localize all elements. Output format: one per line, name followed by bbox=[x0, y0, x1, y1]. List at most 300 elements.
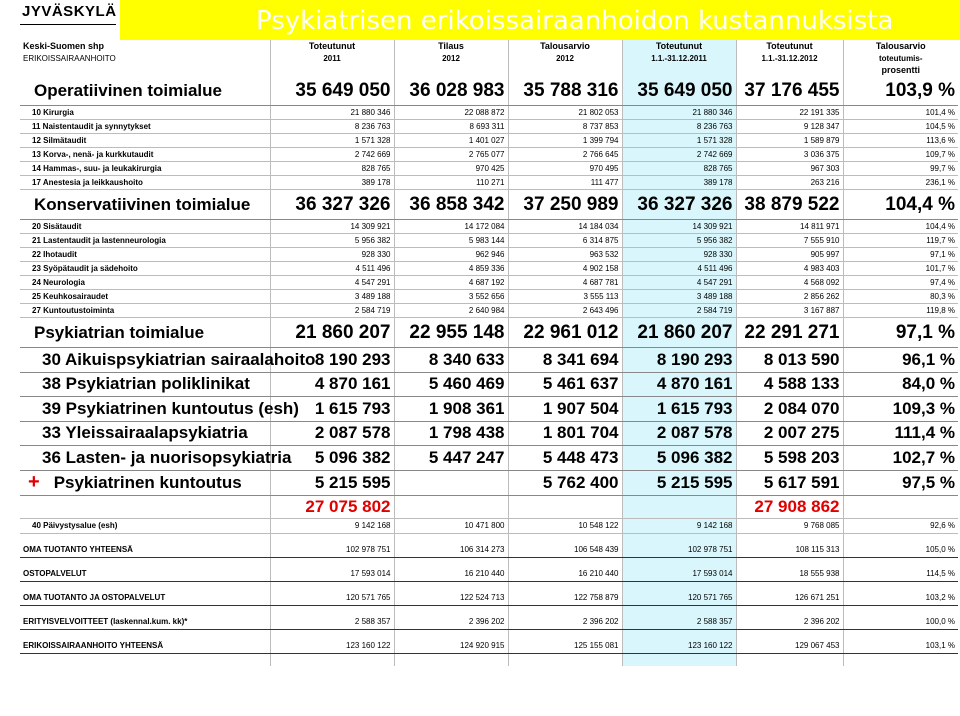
header-cell: 2012 bbox=[394, 52, 508, 64]
total-row bbox=[20, 639, 958, 654]
header-cell: Tilaus bbox=[394, 40, 508, 52]
value-cell: 104,4 % bbox=[843, 220, 958, 234]
value-cell: 2 007 275 bbox=[736, 421, 843, 446]
value-cell: 1 908 361 bbox=[394, 397, 508, 422]
row-label: ERITYISVELVOITTEET (laskennal.kum. kk)* bbox=[20, 615, 270, 630]
value-cell: 114,5 % bbox=[843, 567, 958, 582]
value-cell bbox=[508, 653, 622, 666]
value-cell: 4 511 496 bbox=[622, 262, 736, 276]
value-cell: 36 858 342 bbox=[394, 190, 508, 220]
value-cell: 1 589 879 bbox=[736, 134, 843, 148]
value-cell: 5 215 595 bbox=[622, 470, 736, 495]
value-cell bbox=[622, 605, 736, 615]
value-cell: 103,1 % bbox=[843, 639, 958, 654]
value-cell: 5 215 595 bbox=[270, 470, 394, 495]
value-cell: 2 742 669 bbox=[270, 148, 394, 162]
value-cell bbox=[508, 495, 622, 518]
value-cell: 119,8 % bbox=[843, 304, 958, 318]
value-cell: 828 765 bbox=[270, 162, 394, 176]
row-label bbox=[20, 470, 270, 495]
value-cell: 5 983 144 bbox=[394, 234, 508, 248]
value-cell: 4 983 403 bbox=[736, 262, 843, 276]
value-cell: 97,4 % bbox=[843, 276, 958, 290]
value-cell: 129 067 453 bbox=[736, 639, 843, 654]
value-cell: 9 128 347 bbox=[736, 120, 843, 134]
value-cell: 22 961 012 bbox=[508, 318, 622, 348]
value-cell: 99,7 % bbox=[843, 162, 958, 176]
plus-label: Psykiatrinen kuntoutus bbox=[53, 473, 242, 492]
value-cell bbox=[394, 653, 508, 666]
header-row bbox=[20, 52, 958, 64]
value-cell: 102,7 % bbox=[843, 446, 958, 471]
psychiatry-unit-row bbox=[20, 372, 958, 397]
row-label bbox=[20, 533, 270, 543]
value-cell: 16 210 440 bbox=[394, 567, 508, 582]
value-cell: 2 396 202 bbox=[736, 615, 843, 630]
department-row bbox=[20, 276, 958, 290]
value-cell: 5 447 247 bbox=[394, 446, 508, 471]
value-cell: 18 555 938 bbox=[736, 567, 843, 582]
value-cell: 104,4 % bbox=[843, 190, 958, 220]
value-cell bbox=[394, 581, 508, 591]
value-cell: 4 870 161 bbox=[270, 372, 394, 397]
value-cell: 21 880 346 bbox=[622, 106, 736, 120]
value-cell: 97,5 % bbox=[843, 470, 958, 495]
value-cell: 5 956 382 bbox=[622, 234, 736, 248]
row-label: 33 Yleissairaalapsykiatria bbox=[20, 421, 270, 446]
row-label: OSTOPALVELUT bbox=[20, 567, 270, 582]
value-cell: 6 314 875 bbox=[508, 234, 622, 248]
spacer-row bbox=[20, 557, 958, 567]
value-cell: 8 693 311 bbox=[394, 120, 508, 134]
value-cell: 123 160 122 bbox=[270, 639, 394, 654]
value-cell bbox=[394, 470, 508, 495]
value-cell bbox=[508, 581, 622, 591]
value-cell: 14 172 084 bbox=[394, 220, 508, 234]
department-row bbox=[20, 106, 958, 120]
value-cell: 8 236 763 bbox=[622, 120, 736, 134]
row-label: 17 Anestesia ja leikkaushoito bbox=[20, 176, 270, 190]
header-cell: 1.1.-31.12.2011 bbox=[622, 52, 736, 64]
value-cell: 14 811 971 bbox=[736, 220, 843, 234]
value-cell: 102 978 751 bbox=[270, 543, 394, 558]
title-banner bbox=[120, 0, 960, 40]
value-cell bbox=[394, 557, 508, 567]
value-cell bbox=[508, 533, 622, 543]
row-label: Konservatiivinen toimialue bbox=[20, 190, 270, 220]
row-label bbox=[20, 581, 270, 591]
psychiatry-unit-row bbox=[20, 348, 958, 373]
value-cell: 3 489 188 bbox=[622, 290, 736, 304]
value-cell bbox=[622, 581, 736, 591]
value-cell: 5 956 382 bbox=[270, 234, 394, 248]
value-cell: 5 617 591 bbox=[736, 470, 843, 495]
spacer-row bbox=[20, 533, 958, 543]
value-cell: 5 448 473 bbox=[508, 446, 622, 471]
plus-icon: + bbox=[28, 471, 40, 493]
value-cell: 122 758 879 bbox=[508, 591, 622, 606]
value-cell: 36 028 983 bbox=[394, 76, 508, 106]
row-label: 12 Silmätaudit bbox=[20, 134, 270, 148]
row-label bbox=[20, 605, 270, 615]
header-cell: 2011 bbox=[270, 52, 394, 64]
value-cell: 8 341 694 bbox=[508, 348, 622, 373]
value-cell: 100,0 % bbox=[843, 615, 958, 630]
value-cell: 2 396 202 bbox=[394, 615, 508, 630]
row-label: 38 Psykiatrian poliklinikat bbox=[20, 372, 270, 397]
header-cell bbox=[736, 64, 843, 76]
value-cell: 5 762 400 bbox=[508, 470, 622, 495]
row-label: 22 Ihotaudit bbox=[20, 248, 270, 262]
value-cell: 2 766 645 bbox=[508, 148, 622, 162]
total-row bbox=[20, 615, 958, 630]
value-cell: 102 978 751 bbox=[622, 543, 736, 558]
value-cell: 4 588 133 bbox=[736, 372, 843, 397]
value-cell: 103,9 % bbox=[843, 76, 958, 106]
psychiatry-unit-row bbox=[20, 446, 958, 471]
value-cell: 1 401 027 bbox=[394, 134, 508, 148]
row-label: Operatiivinen toimialue bbox=[20, 76, 270, 106]
value-cell: 1 399 794 bbox=[508, 134, 622, 148]
logo-underline bbox=[20, 24, 116, 25]
value-cell: 17 593 014 bbox=[622, 567, 736, 582]
row-label: 36 Lasten- ja nuorisopsykiatria bbox=[20, 446, 270, 471]
value-cell: 8 340 633 bbox=[394, 348, 508, 373]
value-cell: 17 593 014 bbox=[270, 567, 394, 582]
department-row bbox=[20, 304, 958, 318]
value-cell: 8 190 293 bbox=[270, 348, 394, 373]
value-cell: 1 907 504 bbox=[508, 397, 622, 422]
total-row bbox=[20, 591, 958, 606]
value-cell: 3 555 113 bbox=[508, 290, 622, 304]
value-cell: 970 495 bbox=[508, 162, 622, 176]
row-label: 10 Kirurgia bbox=[20, 106, 270, 120]
value-cell bbox=[736, 653, 843, 666]
department-row bbox=[20, 162, 958, 176]
value-cell: 124 920 915 bbox=[394, 639, 508, 654]
value-cell bbox=[394, 533, 508, 543]
value-cell: 2 765 077 bbox=[394, 148, 508, 162]
header-row bbox=[20, 40, 958, 52]
value-cell: 4 870 161 bbox=[622, 372, 736, 397]
department-row bbox=[20, 134, 958, 148]
row-label: 14 Hammas-, suu- ja leukakirurgia bbox=[20, 162, 270, 176]
row-label: 30 Aikuispsykiatrian sairaalahoito bbox=[20, 348, 270, 373]
value-cell: 104,5 % bbox=[843, 120, 958, 134]
value-cell: 37 176 455 bbox=[736, 76, 843, 106]
header-cell bbox=[508, 64, 622, 76]
value-cell: 389 178 bbox=[622, 176, 736, 190]
value-cell: 3 489 188 bbox=[270, 290, 394, 304]
value-cell: 2 643 496 bbox=[508, 304, 622, 318]
value-cell: 106 314 273 bbox=[394, 543, 508, 558]
department-row bbox=[20, 176, 958, 190]
header-cell: Talousarvio bbox=[843, 40, 958, 52]
value-cell: 8 737 853 bbox=[508, 120, 622, 134]
value-cell: 8 236 763 bbox=[270, 120, 394, 134]
value-cell: 967 303 bbox=[736, 162, 843, 176]
value-cell: 105,0 % bbox=[843, 543, 958, 558]
value-cell: 9 768 085 bbox=[736, 518, 843, 533]
department-row bbox=[20, 234, 958, 248]
value-cell: 5 461 637 bbox=[508, 372, 622, 397]
value-cell: 2 087 578 bbox=[270, 421, 394, 446]
value-cell bbox=[394, 605, 508, 615]
value-cell: 3 036 375 bbox=[736, 148, 843, 162]
value-cell: 125 155 081 bbox=[508, 639, 622, 654]
value-cell: 123 160 122 bbox=[622, 639, 736, 654]
value-cell: 27 908 862 bbox=[736, 495, 843, 518]
value-cell: 21 802 053 bbox=[508, 106, 622, 120]
row-label: 25 Keuhkosairaudet bbox=[20, 290, 270, 304]
department-row bbox=[20, 262, 958, 276]
value-cell: 970 425 bbox=[394, 162, 508, 176]
value-cell bbox=[736, 581, 843, 591]
value-cell bbox=[622, 653, 736, 666]
value-cell: 4 547 291 bbox=[270, 276, 394, 290]
value-cell: 14 309 921 bbox=[622, 220, 736, 234]
value-cell: 35 649 050 bbox=[622, 76, 736, 106]
row-label: 40 Päivystysalue (esh) bbox=[20, 518, 270, 533]
spacer-row bbox=[20, 605, 958, 615]
value-cell: 22 955 148 bbox=[394, 318, 508, 348]
row-label: 21 Lastentaudit ja lastenneurologia bbox=[20, 234, 270, 248]
value-cell: 111 477 bbox=[508, 176, 622, 190]
value-cell: 1 571 328 bbox=[270, 134, 394, 148]
value-cell: 2 396 202 bbox=[508, 615, 622, 630]
header-row bbox=[20, 64, 958, 76]
row-label: 23 Syöpätaudit ja sädehoito bbox=[20, 262, 270, 276]
value-cell: 7 555 910 bbox=[736, 234, 843, 248]
value-cell: 113,6 % bbox=[843, 134, 958, 148]
value-cell bbox=[270, 653, 394, 666]
value-cell: 1 615 793 bbox=[622, 397, 736, 422]
header-cell: Toteutunut bbox=[270, 40, 394, 52]
value-cell: 4 568 092 bbox=[736, 276, 843, 290]
header-cell: Toteutunut bbox=[622, 40, 736, 52]
value-cell: 1 801 704 bbox=[508, 421, 622, 446]
header-cell bbox=[622, 64, 736, 76]
value-cell: 3 167 887 bbox=[736, 304, 843, 318]
row-label bbox=[20, 495, 270, 518]
department-row bbox=[20, 120, 958, 134]
department-row bbox=[20, 290, 958, 304]
psychiatry-unit-row bbox=[20, 421, 958, 446]
value-cell: 21 860 207 bbox=[270, 318, 394, 348]
value-cell: 928 330 bbox=[270, 248, 394, 262]
value-cell: 35 649 050 bbox=[270, 76, 394, 106]
group-row-konservatiivinen bbox=[20, 190, 958, 220]
value-cell: 5 096 382 bbox=[270, 446, 394, 471]
row-label: 24 Neurologia bbox=[20, 276, 270, 290]
spacer-row bbox=[20, 629, 958, 639]
row-label: 13 Korva-, nenä- ja kurkkutaudit bbox=[20, 148, 270, 162]
psychiatry-unit-row bbox=[20, 397, 958, 422]
value-cell bbox=[736, 557, 843, 567]
value-cell: 109,3 % bbox=[843, 397, 958, 422]
value-cell bbox=[270, 557, 394, 567]
value-cell: 4 687 192 bbox=[394, 276, 508, 290]
value-cell: 97,1 % bbox=[843, 318, 958, 348]
value-cell: 4 547 291 bbox=[622, 276, 736, 290]
value-cell: 22 088 872 bbox=[394, 106, 508, 120]
spacer-row bbox=[20, 581, 958, 591]
value-cell: 36 327 326 bbox=[270, 190, 394, 220]
value-cell: 97,1 % bbox=[843, 248, 958, 262]
value-cell bbox=[843, 653, 958, 666]
value-cell: 22 291 271 bbox=[736, 318, 843, 348]
value-cell bbox=[622, 629, 736, 639]
value-cell: 9 142 168 bbox=[270, 518, 394, 533]
value-cell bbox=[394, 629, 508, 639]
header-cell bbox=[270, 64, 394, 76]
value-cell: 101,7 % bbox=[843, 262, 958, 276]
value-cell: 36 327 326 bbox=[622, 190, 736, 220]
value-cell: 2 588 357 bbox=[270, 615, 394, 630]
header-cell: Toteutunut bbox=[736, 40, 843, 52]
department-row bbox=[20, 248, 958, 262]
value-cell: 38 879 522 bbox=[736, 190, 843, 220]
value-cell bbox=[843, 629, 958, 639]
value-cell bbox=[270, 605, 394, 615]
value-cell: 35 788 316 bbox=[508, 76, 622, 106]
value-cell: 106 548 439 bbox=[508, 543, 622, 558]
value-cell: 101,4 % bbox=[843, 106, 958, 120]
value-cell: 4 511 496 bbox=[270, 262, 394, 276]
total-row bbox=[20, 543, 958, 558]
value-cell: 2 856 262 bbox=[736, 290, 843, 304]
value-cell: 122 524 713 bbox=[394, 591, 508, 606]
department-row bbox=[20, 220, 958, 234]
value-cell: 1 798 438 bbox=[394, 421, 508, 446]
header-cell: ERIKOISSAIRAANHOITO bbox=[23, 53, 116, 63]
value-cell bbox=[736, 629, 843, 639]
value-cell: 27 075 802 bbox=[270, 495, 394, 518]
value-cell: 4 902 158 bbox=[508, 262, 622, 276]
value-cell bbox=[843, 495, 958, 518]
department-row bbox=[20, 148, 958, 162]
value-cell: 37 250 989 bbox=[508, 190, 622, 220]
total-row bbox=[20, 567, 958, 582]
value-cell: 119,7 % bbox=[843, 234, 958, 248]
value-cell: 14 309 921 bbox=[270, 220, 394, 234]
value-cell: 16 210 440 bbox=[508, 567, 622, 582]
value-cell: 96,1 % bbox=[843, 348, 958, 373]
value-cell: 5 096 382 bbox=[622, 446, 736, 471]
banner-title: Psykiatrisen erikoissairaanhoidon kustannuksista bbox=[256, 6, 894, 36]
header-cell: 2012 bbox=[508, 52, 622, 64]
value-cell bbox=[508, 605, 622, 615]
header-cell: prosentti bbox=[843, 64, 958, 76]
row-label: OMA TUOTANTO YHTEENSÄ bbox=[20, 543, 270, 558]
row-label bbox=[20, 653, 270, 666]
value-cell bbox=[508, 557, 622, 567]
group-row-operatiivinen bbox=[20, 76, 958, 106]
value-cell: 9 142 168 bbox=[622, 518, 736, 533]
value-cell bbox=[843, 605, 958, 615]
row-label: 20 Sisätaudit bbox=[20, 220, 270, 234]
cost-table bbox=[20, 40, 958, 666]
value-cell bbox=[622, 533, 736, 543]
row-label: 11 Naistentaudit ja synnytykset bbox=[20, 120, 270, 134]
value-cell: 2 087 578 bbox=[622, 421, 736, 446]
value-cell bbox=[736, 605, 843, 615]
emergency-row bbox=[20, 518, 958, 533]
value-cell bbox=[508, 629, 622, 639]
header-cell: 1.1.-31.12.2012 bbox=[736, 52, 843, 64]
value-cell: 10 471 800 bbox=[394, 518, 508, 533]
value-cell: 2 584 719 bbox=[622, 304, 736, 318]
value-cell bbox=[843, 581, 958, 591]
value-cell: 1 571 328 bbox=[622, 134, 736, 148]
value-cell: 120 571 765 bbox=[270, 591, 394, 606]
row-label: ERIKOISSAIRAANHOITO YHTEENSÄ bbox=[20, 639, 270, 654]
value-cell: 2 584 719 bbox=[270, 304, 394, 318]
value-cell: 4 687 781 bbox=[508, 276, 622, 290]
value-cell bbox=[394, 495, 508, 518]
value-cell bbox=[622, 557, 736, 567]
value-cell bbox=[270, 533, 394, 543]
value-cell: 22 191 335 bbox=[736, 106, 843, 120]
value-cell: 263 216 bbox=[736, 176, 843, 190]
value-cell: 389 178 bbox=[270, 176, 394, 190]
value-cell: 4 859 336 bbox=[394, 262, 508, 276]
value-cell: 928 330 bbox=[622, 248, 736, 262]
row-label bbox=[20, 557, 270, 567]
value-cell: 21 880 346 bbox=[270, 106, 394, 120]
value-cell: 2 084 070 bbox=[736, 397, 843, 422]
value-cell: 10 548 122 bbox=[508, 518, 622, 533]
value-cell: 103,2 % bbox=[843, 591, 958, 606]
row-label bbox=[20, 629, 270, 639]
value-cell: 5 460 469 bbox=[394, 372, 508, 397]
row-label: 27 Kuntoutustoiminta bbox=[20, 304, 270, 318]
psychiatry-sum-row bbox=[20, 495, 958, 518]
psychiatric-rehab-row bbox=[20, 470, 958, 495]
group-row-psykiatrian bbox=[20, 318, 958, 348]
value-cell: 1 615 793 bbox=[270, 397, 394, 422]
value-cell: 84,0 % bbox=[843, 372, 958, 397]
value-cell: 8 190 293 bbox=[622, 348, 736, 373]
value-cell: 8 013 590 bbox=[736, 348, 843, 373]
value-cell bbox=[736, 533, 843, 543]
value-cell: 2 588 357 bbox=[622, 615, 736, 630]
value-cell: 2 640 984 bbox=[394, 304, 508, 318]
value-cell bbox=[270, 581, 394, 591]
value-cell bbox=[622, 495, 736, 518]
value-cell: 3 552 656 bbox=[394, 290, 508, 304]
value-cell: 828 765 bbox=[622, 162, 736, 176]
value-cell: 120 571 765 bbox=[622, 591, 736, 606]
value-cell bbox=[270, 629, 394, 639]
header-cell bbox=[394, 64, 508, 76]
row-label: 39 Psykiatrinen kuntoutus (esh) bbox=[20, 397, 270, 422]
value-cell: 108 115 313 bbox=[736, 543, 843, 558]
row-label: OMA TUOTANTO JA OSTOPALVELUT bbox=[20, 591, 270, 606]
value-cell: 5 598 203 bbox=[736, 446, 843, 471]
value-cell: 14 184 034 bbox=[508, 220, 622, 234]
value-cell: 126 671 251 bbox=[736, 591, 843, 606]
value-cell: 962 946 bbox=[394, 248, 508, 262]
header-cell bbox=[20, 64, 270, 76]
value-cell: 236,1 % bbox=[843, 176, 958, 190]
value-cell bbox=[843, 557, 958, 567]
value-cell: 2 742 669 bbox=[622, 148, 736, 162]
value-cell: 111,4 % bbox=[843, 421, 958, 446]
value-cell: 905 997 bbox=[736, 248, 843, 262]
value-cell: 92,6 % bbox=[843, 518, 958, 533]
header-cell: toteutumis- bbox=[843, 52, 958, 64]
